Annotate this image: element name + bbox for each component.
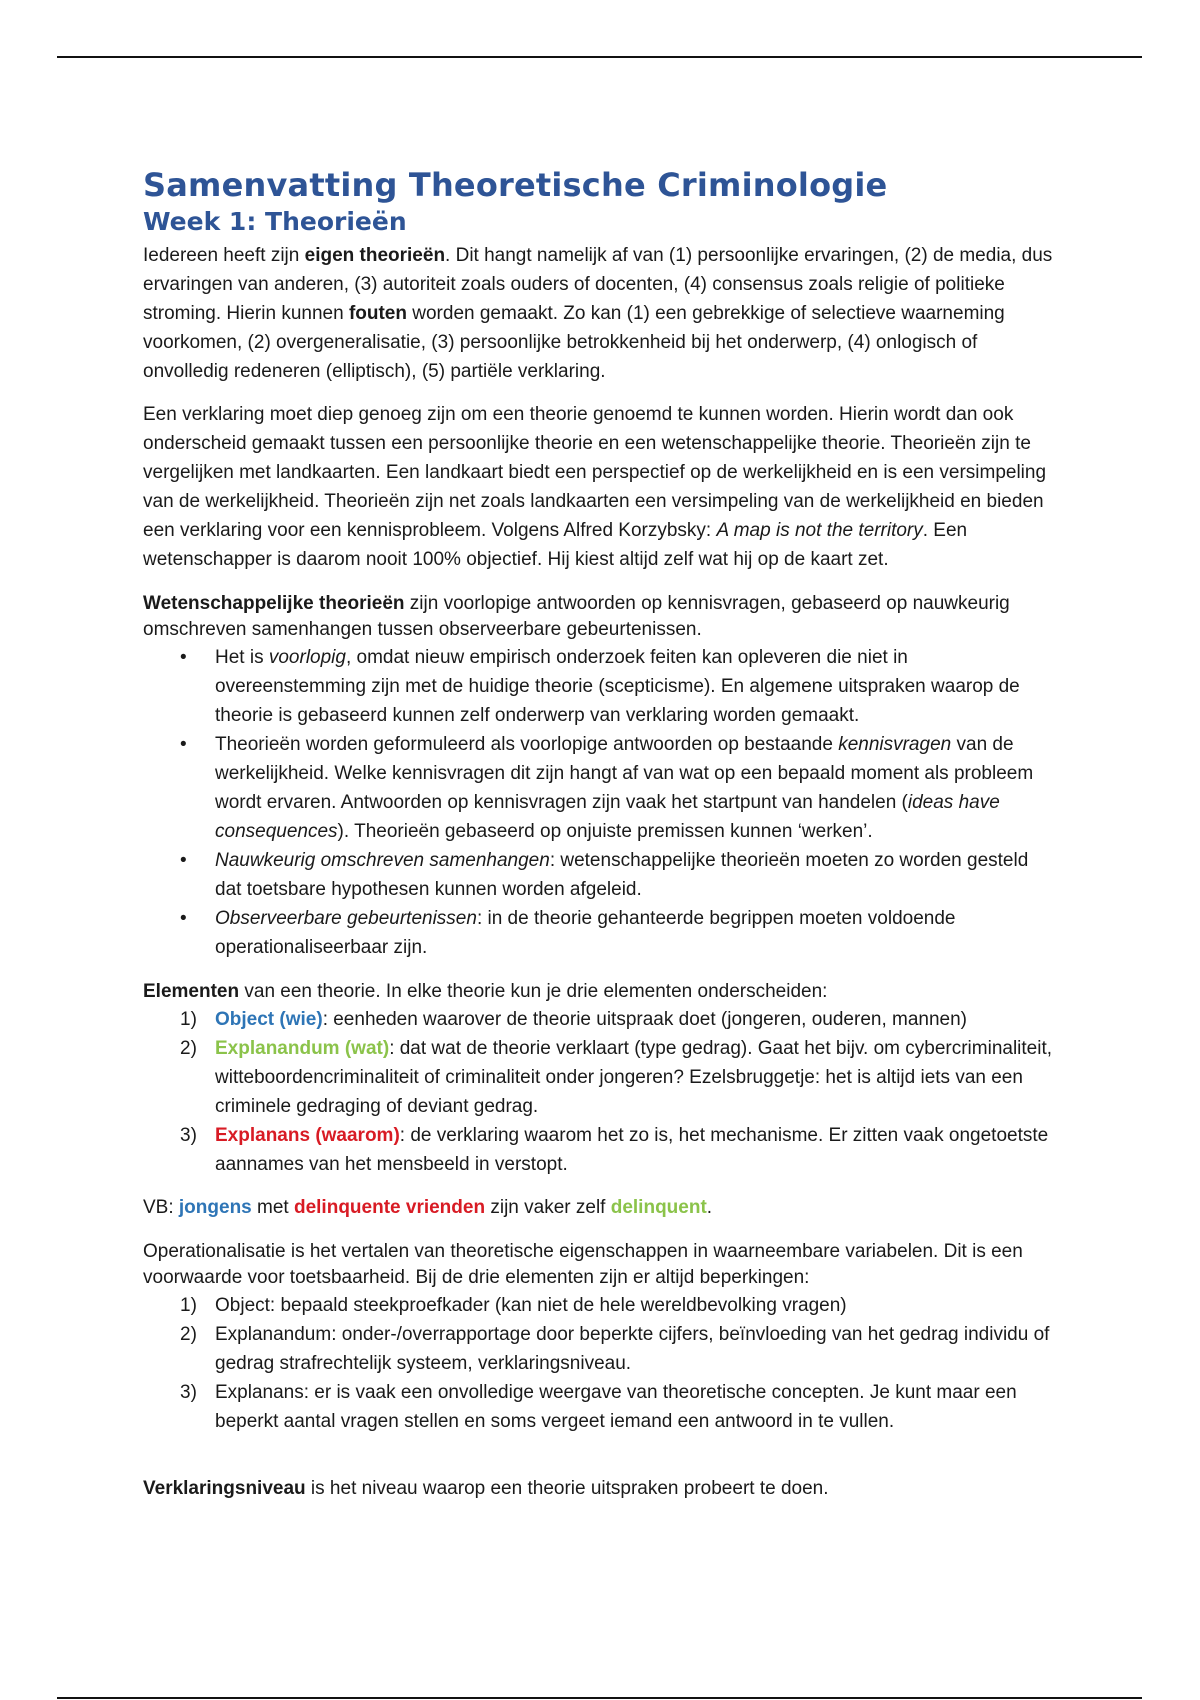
italic-term: ideas have consequences xyxy=(215,792,1000,842)
text-run: VB: xyxy=(143,1197,179,1218)
list-number: 2) xyxy=(180,1038,197,1059)
text-run: : de verklaring waarom het zo is, het mechanisme. Er zitten vaak ongetoetste aannames van het mensbeeld in verstopt. xyxy=(215,1125,1049,1175)
object-label: Object (wie) xyxy=(215,1009,323,1030)
italic-term: voorlopig xyxy=(268,647,346,668)
list-number: 1) xyxy=(180,1009,197,1030)
example-sentence xyxy=(143,1193,1058,1222)
text-run: : wetenschappelijke theorieën moeten zo worden gesteld dat toetsbare hypothesen kunnen worden afgeleid. xyxy=(215,850,1029,900)
text-run: van een theorie. In elke theorie kun je drie elementen onderscheiden: xyxy=(239,981,828,1002)
bullet-list xyxy=(143,643,1058,962)
paragraph-explanation-level xyxy=(143,1474,1058,1503)
text-run: Het is xyxy=(215,647,269,668)
bold-term: eigen theorieën xyxy=(304,245,446,266)
text-run: Explanans: er is vaak een onvolledige weergave van theoretische concepten. Je kunt maar een beperkt aantal vragen stellen en soms vergeet iemand een antwoord in te vullen. xyxy=(215,1382,1017,1432)
italic-quote: A map is not the territory xyxy=(716,520,923,541)
explanandum-highlight: delinquent xyxy=(610,1197,707,1218)
list-number: 2) xyxy=(180,1324,197,1345)
text-run: is het niveau waarop een theorie uitspraken probeert te doen. xyxy=(305,1478,829,1499)
list-item xyxy=(143,1005,1058,1034)
header-rule xyxy=(57,56,1142,58)
bold-term: Elementen xyxy=(143,981,240,1002)
footer-rule xyxy=(57,1697,1142,1699)
text-run: Explanandum: onder-/overrapportage door beperkte cijfers, beïnvloeding van het gedrag individu of gedrag strafrechtelijk systeem, verklaringsniveau. xyxy=(215,1324,1050,1374)
text-run: Iedereen heeft zijn xyxy=(143,245,305,266)
text-run: Theorieën worden geformuleerd als voorlopige antwoorden op bestaande xyxy=(215,734,839,755)
bold-term: fouten xyxy=(348,303,407,324)
bold-term: Verklaringsniveau xyxy=(143,1478,306,1499)
bold-term: Wetenschappelijke theorieën xyxy=(143,593,405,614)
paragraph-operationalisation: Operationalisatie is het vertalen van theoretische eigenschappen in waarneembare variabelen. Dit is een voorwaarde voor toetsbaarheid. Bij de drie elementen zijn er altijd beperkingen: xyxy=(143,1241,1023,1288)
list-number: 3) xyxy=(180,1125,197,1146)
bullet-glyph: • xyxy=(180,908,187,929)
text-run: worden gemaakt. Zo kan (1) een gebrekkige of selectieve waarneming voorkomen, (2) overgeneralisatie, (3) persoonlijke betrokkenheid bij het onderwerp, (4) onlogisch of onvolledig redeneren (elliptisch), (5) partiële verklaring. xyxy=(143,303,1005,382)
text-run: : in de theorie gehanteerde begrippen moeten voldoende operationaliseerbaar zijn. xyxy=(215,908,956,958)
text-run: : dat wat de theorie verklaart (type gedrag). Gaat het bijv. om cybercriminaliteit, witteboordencriminaliteit of criminaliteit onder jongeren? Ezelsbruggetje: het is altijd iets van een criminele gedraging of deviant gedrag. xyxy=(215,1038,1053,1117)
bullet-glyph: • xyxy=(180,734,187,755)
italic-term: kennisvragen xyxy=(838,734,952,755)
text-run: Object: bepaald steekproefkader (kan niet de hele wereldbevolking vragen) xyxy=(215,1295,847,1316)
text-run: zijn vaker zelf xyxy=(485,1197,611,1218)
bullet-glyph: • xyxy=(180,647,187,668)
text-run: met xyxy=(251,1197,294,1218)
section-heading: Week 1: Theorieën xyxy=(143,207,407,236)
limitations-list xyxy=(143,1291,1058,1436)
text-run: van de werkelijkheid. Welke kennisvragen dit zijn hangt af van wat op een bepaald moment als probleem wordt ervaren. Antwoorden op kennisvragen zijn vaak het startpunt van handelen ( xyxy=(215,734,1034,813)
italic-term: Observeerbare gebeurtenissen xyxy=(215,908,477,929)
explanans-label: Explanans (waarom) xyxy=(215,1125,400,1146)
list-number: 1) xyxy=(180,1295,197,1316)
list-item xyxy=(143,1378,1058,1436)
text-run: . Dit hangt namelijk af van (1) persoonlijke ervaringen, (2) de media, dus ervaringen van anderen, (3) autoriteit zoals ouders of docenten, (4) consensus zoals religie of politieke stroming. Hierin kunnen xyxy=(143,245,1053,324)
list-item xyxy=(143,1034,1058,1121)
list-item xyxy=(143,1320,1058,1378)
explanans-highlight: delinquente vrienden xyxy=(293,1197,486,1218)
text-run: . xyxy=(706,1197,713,1218)
list-item xyxy=(143,730,1058,846)
paragraph-map-analogy xyxy=(143,400,1058,574)
text-run: zijn voorlopige antwoorden op kennisvragen, gebaseerd op nauwkeurig omschreven samenhangen tussen observeerbare gebeurtenissen. xyxy=(143,593,1010,640)
document-body xyxy=(143,164,1058,1503)
list-item xyxy=(143,846,1058,904)
elements-list xyxy=(143,1005,1058,1179)
list-item xyxy=(143,904,1058,962)
text-run: , omdat nieuw empirisch onderzoek feiten kan opleveren die niet in overeenstemming zijn met de huidige theorie (scepticisme). En algemene uitspraken waarop de theorie is gebaseerd kunnen zelf onderwerp van verklaring worden gemaakt. xyxy=(215,647,1020,726)
text-run: Een verklaring moet diep genoeg zijn om een theorie genoemd te kunnen worden. Hierin wordt dan ook onderscheid gemaakt tussen een persoonlijke theorie en een wetenschappelijke theorie. Theorieën zijn te vergelijken met landkaarten. Een landkaart biedt een perspectief op de werkelijkheid en is een versimpeling van de werkelijkheid. Theorieën zijn net zoals landkaarten een versimpeling van de werkelijkheid en bieden een verklaring voor een kennisprobleem. Volgens Alfred Korzybsky: xyxy=(143,404,1047,541)
list-item xyxy=(143,1121,1058,1179)
text-run: : eenheden waarover de theorie uitspraak doet (jongeren, ouderen, mannen) xyxy=(322,1009,968,1030)
object-highlight: jongens xyxy=(178,1197,252,1218)
document-title: Samenvatting Theoretische Criminologie xyxy=(143,166,888,204)
italic-term: Nauwkeurig omschreven samenhangen xyxy=(215,850,550,871)
list-item xyxy=(143,1291,1058,1320)
bullet-glyph: • xyxy=(180,850,187,871)
paragraph-own-theories xyxy=(143,241,1058,386)
paragraph-elements xyxy=(143,979,1058,1005)
explanandum-label: Explanandum (wat) xyxy=(215,1038,390,1059)
paragraph-scientific-theories xyxy=(143,591,1058,643)
text-run: . Een wetenschapper is daarom nooit 100% objectief. Hij kiest altijd zelf wat hij op de kaart zet. xyxy=(143,520,968,570)
text-run: ). Theorieën gebaseerd op onjuiste premissen kunnen ‘werken’. xyxy=(337,821,873,842)
list-number: 3) xyxy=(180,1382,197,1403)
list-item xyxy=(143,643,1058,730)
